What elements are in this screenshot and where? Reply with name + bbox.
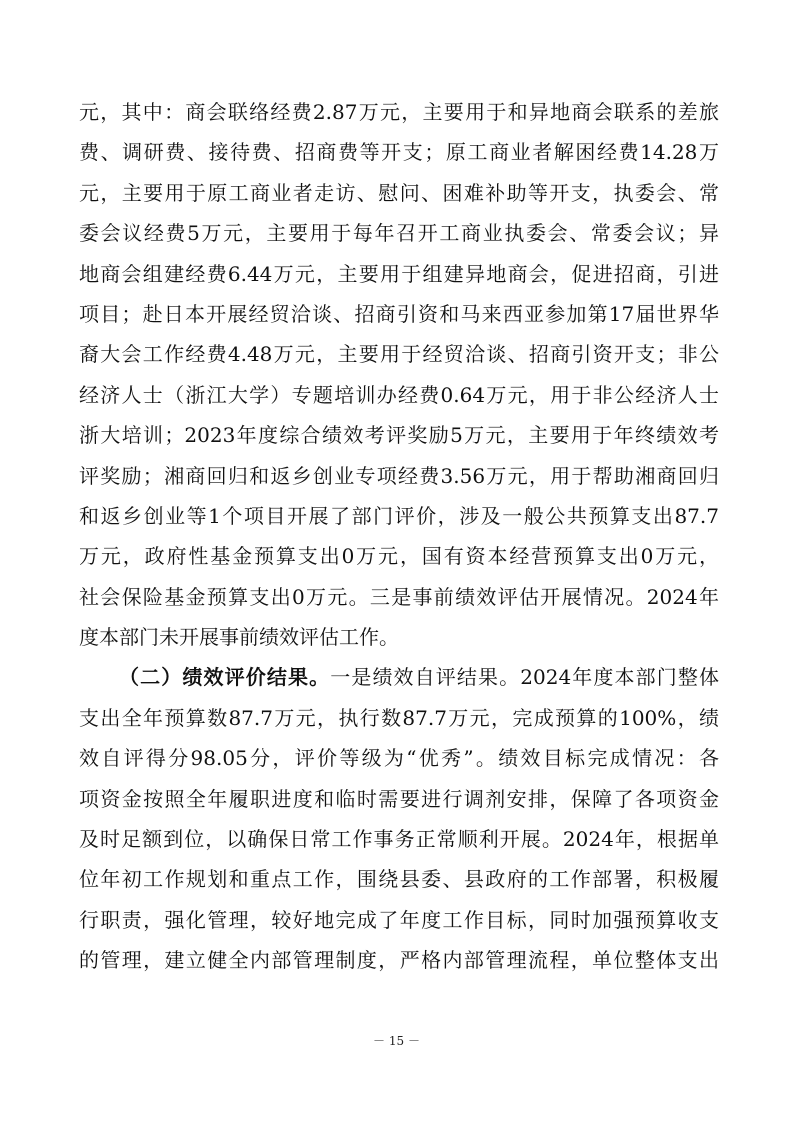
text-line: 委会议经费5万元，主要用于每年召开工商业执委会、常委会议；异 (79, 221, 719, 246)
text-line: 浙大培训；2023年度综合绩效考评奖励5万元，主要用于年终绩效考 (79, 423, 719, 448)
text-line: 支出全年预算数87.7万元，执行数87.7万元，完成预算的100%，绩 (79, 705, 719, 730)
text-line: 万元，政府性基金预算支出0万元，国有资本经营预算支出0万元， (79, 544, 719, 569)
page-number: － 15 － (373, 1034, 420, 1048)
text-line: 元，主要用于原工商业者走访、慰问、困难补助等开支，执委会、常 (79, 180, 719, 205)
text-line: 行职责，强化管理，较好地完成了年度工作目标，同时加强预算收支 (79, 907, 719, 932)
text-line: 度本部门未开展事前绩效评估工作。 (79, 625, 399, 650)
text-line: 裔大会工作经费4.48万元，主要用于经贸洽谈、招商引资开支；非公 (79, 342, 719, 367)
section-heading: （二）绩效评价结果。 (119, 665, 331, 690)
text-line: 元，其中：商会联络经费2.87万元，主要用于和异地商会联系的差旅 (79, 100, 719, 124)
text-line: 的管理，建立健全内部管理制度，严格内部管理流程，单位整体支出 (79, 948, 719, 973)
text-line: 经济人士（浙江大学）专题培训办经费0.64万元，用于非公经济人士 (79, 382, 719, 407)
section-heading-line (79, 657, 719, 697)
text-line: 效自评得分98.05分，评价等级为“优秀”。绩效目标完成情况：各 (79, 746, 719, 771)
text-line: 社会保险基金预算支出0万元。三是事前绩效评估开展情况。2024年 (79, 584, 719, 609)
text-line: 位年初工作规划和重点工作，围绕县委、县政府的工作部署，积极履 (79, 867, 719, 892)
paragraph-1 (79, 92, 719, 657)
text-line: 费、调研费、接待费、招商费等开支；原工商业者解困经费14.28万 (79, 140, 719, 165)
paragraph-2 (79, 657, 719, 980)
text-line: 项目；赴日本开展经贸洽谈、招商引资和马来西亚参加第17届世界华 (79, 301, 719, 326)
text-line: 及时足额到位，以确保日常工作事务正常顺利开展。2024年，根据单 (79, 827, 719, 852)
text-line: 和返乡创业等1个项目开展了部门评价，涉及一般公共预算支出87.7 (79, 503, 719, 528)
text-segment: 一是绩效自评结果。2024年度本部门整体 (330, 665, 720, 690)
text-line: 地商会组建经费6.44万元，主要用于组建异地商会，促进招商，引进 (79, 261, 719, 286)
page-body (79, 92, 719, 981)
text-line: 评奖励；湘商回归和返乡创业专项经费3.56万元，用于帮助湘商回归 (79, 463, 719, 488)
text-line: 项资金按照全年履职进度和临时需要进行调剂安排，保障了各项资金 (79, 786, 719, 811)
